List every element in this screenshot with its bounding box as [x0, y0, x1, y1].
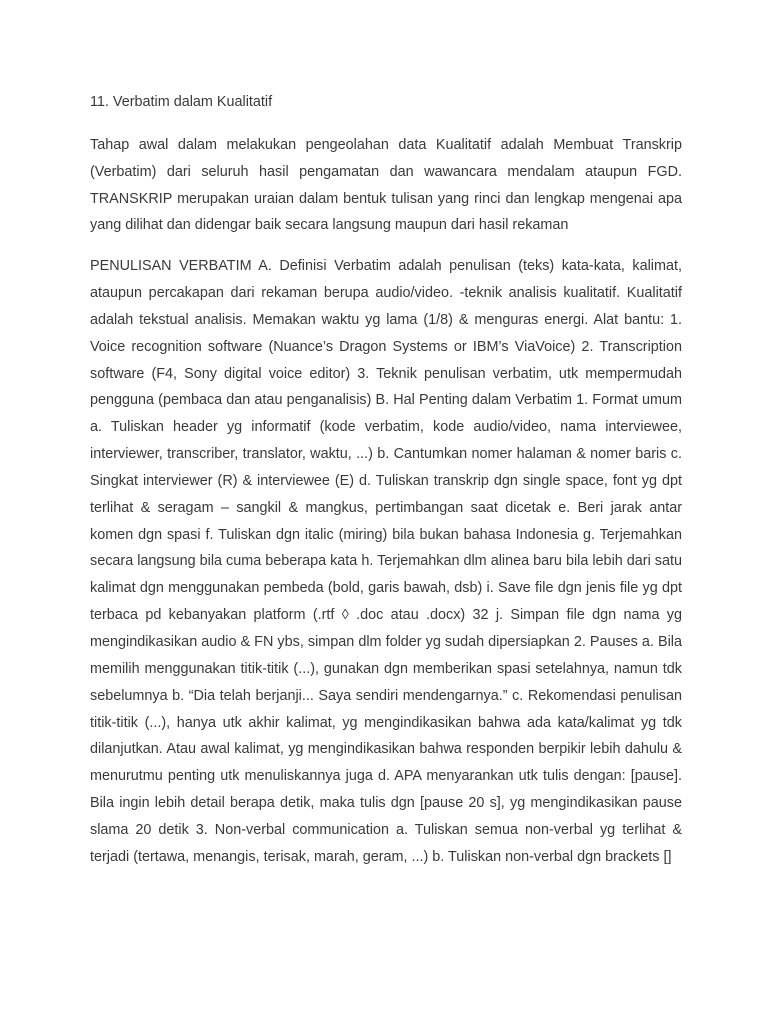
section-heading: 11. Verbatim dalam Kualitatif [90, 94, 273, 110]
document-page [90, 92, 682, 885]
intro-paragraph: Tahap awal dalam melakukan pengeolahan data Kualitatif adalah Membuat Transkrip (Verbatim) dari seluruh hasil pengamatan dan wawancara mendalam ataupun FGD. TRANSKRIP merupakan uraian dalam bentuk tulisan yang rinci dan lengkap mengenai apa yang dilihat dan didengar baik secara langsung maupun dari hasil rekaman [90, 137, 682, 234]
verbatim-paragraph: PENULISAN VERBATIM A. Definisi Verbatim adalah penulisan (teks) kata-kata, kalimat, ataupun percakapan dari rekaman berupa audio/video. -teknik analisis kualitatif. Kualitatif adalah tekstual analisis. Memakan waktu yg lama (1/8) & menguras energi. Alat bantu: 1. Voice recognition software (Nuance’s Dragon Systems or IBM’s ViaVoice) 2. Transcription software (F4, Sony digital voice editor) 3. Teknik penulisan verbatim, utk mempermudah pengguna (pembaca dan atau penganalisis) B. Hal Penting dalam Verbatim 1. Format umum a. Tuliskan header yg informatif (kode verbatim, kode audio/video, nama interviewee, interviewer, transcriber, translator, waktu, ...) b. Cantumkan nomer halaman & nomer baris c. Singkat interviewer (R) & interviewee (E) d. Tuliskan transkrip dgn single space, font yg dpt terlihat & seragam – sangkil & mangkus, pertimbangan saat dicetak e. Beri jarak antar komen dgn spasi f. Tuliskan dgn italic (miring) bila bukan bahasa Indonesia g. Terjemahkan secara langsung bila cuma beberapa kata h. Terjemahkan dlm alinea baru bila lebih dari satu kalimat dgn menggunakan pembeda (bold, garis bawah, dsb) i. Save file dgn jenis file yg dpt terbaca pd kebanyakan platform (.rtf ◊ .doc atau .docx) 32 j. Simpan file dgn nama yg mengindikasikan audio & FN ybs, simpan dlm folder yg sudah dipersiapkan 2. Pauses a. Bila memilih menggunakan titik-titik (...), gunakan dgn memberikan spasi setelahnya, namun tdk sebelumnya b. “Dia telah berjanji... Saya sendiri mendengarnya.” c. Rekomendasi penulisan titik-titik (...), hanya utk akhir kalimat, yg mengindikasikan bahwa ada kata/kalimat yg tdk dilanjutkan. Atau awal kalimat, yg mengindikasikan bahwa responden berpikir lebih dahulu & menurutmu penting utk menuliskannya juga d. APA menyarankan utk tulis dengan: [pause]. Bila ingin lebih detail berapa detik, maka tulis dgn [pause 20 s], yg mengindikasikan pause slama 20 detik 3. Non-verbal communication a. Tuliskan semua non-verbal yg terlihat & terjadi (tertawa, menangis, terisak, marah, geram, ...) b. Tuliskan non-verbal dgn brackets [] [90, 258, 682, 865]
